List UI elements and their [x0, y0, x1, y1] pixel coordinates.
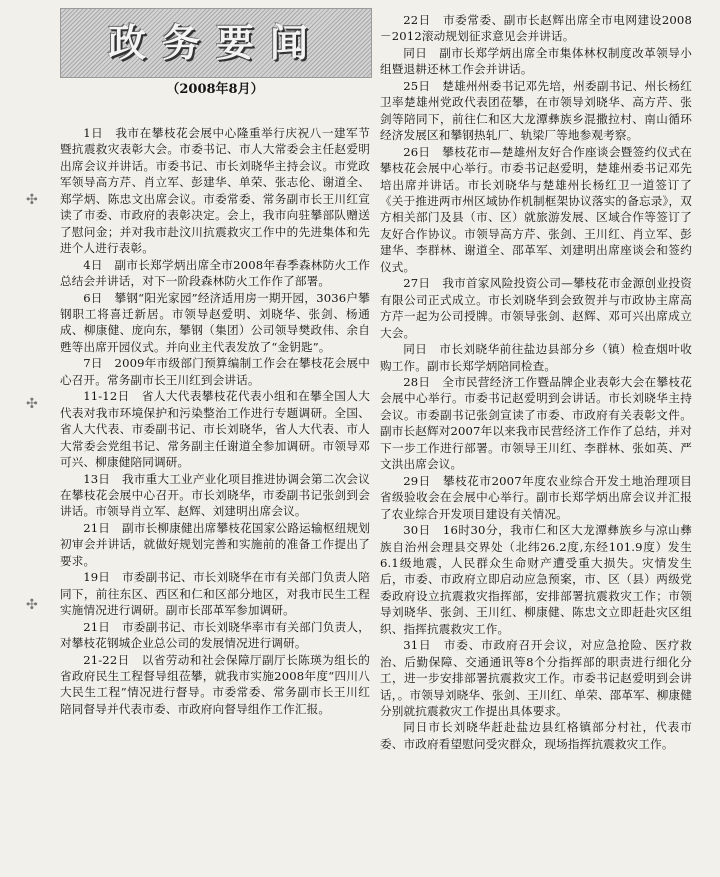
news-paragraph: 11-12日 省人大代表攀枝花代表小组和在攀全国人大代表对我市环境保护和污染整治工作进行专题调研。全国、省人大代表、市委副书记、市长刘晓华，省人大代表、市人大常委会党组书记、常务副主任谢道全参加调研。市领导邓可兴、柳康健陪同调研。	[60, 389, 370, 470]
news-paragraph: 21日 副市长柳康健出席攀枝花国家公路运输枢纽规划初审会并讲话，就做好规划完善和实施前的准备工作提出了要求。	[60, 520, 370, 568]
issue-date: （2008年8月）	[166, 82, 264, 97]
target-mark-icon: ✣	[26, 192, 38, 208]
right-column	[380, 12, 692, 752]
news-paragraph: 1日 我市在攀枝花会展中心隆重举行庆祝八一建军节暨抗震救灾表彰大会。市委书记、市人大常委会主任赵爱明出席会议并讲话。市委书记、市长刘晓华主持会议。市党政军领导高方芹、肖立军、彭建华、单荣、张志伦、谢道全、郑学炳、陈忠文出席会议。市委常委、常务副市长王川红宣读了市委、市政府的表彰决定。会上，我市向驻攀部队赠送了慰问金；并对我市赴汶川抗震救灾工作中的先进集体和先进个人进行表彰。	[60, 126, 370, 256]
news-paragraph: 22日 市委常委、副市长赵辉出席全市电网建设2008－2012滚动规划征求意见会并讲话。	[380, 13, 692, 44]
news-paragraph: 26日 攀枝花市—楚雄州友好合作座谈会暨签约仪式在攀枝花会展中心举行。市委书记赵爱明，楚雄州委书记邓先培出席并讲话。市长刘晓华与楚雄州长杨红卫一道签订了《关于推进两市州区域协作机制框架协议落实的备忘录》，双方相关部门及县（市、区）就旅游发展、区域合作等签订了友好合作协议。市领导高方芹、张剑、王川红、肖立军、彭建华、李群林、谢道全、邵革军、刘建明出席座谈会和签约仪式。	[380, 144, 692, 274]
news-paragraph: 21-22日 以省劳动和社会保障厅副厅长陈瑛为组长的省政府民生工程督导组莅攀，就我市实施2008年度“四川八大民生工程”情况进行督导。市委常委、常务副市长王川红陪同督导并代表市委、市政府向督导组作工作汇报。	[60, 652, 370, 716]
column-header	[60, 8, 372, 78]
news-paragraph: 同日市长刘晓华赶赴盐边县红格镇部分村社，代表市委、市政府看望慰问受灾群众，现场指挥抗震救灾工作。	[380, 720, 692, 751]
news-paragraph: 21日 市委副书记、市长刘晓华率市有关部门负责人，对攀枝花钢城企业总公司的发展情况进行调研。	[60, 619, 370, 651]
news-paragraph: 31日 市委、市政府召开会议，对应急抢险、医疗救治、后勤保障、交通通讯等8个分指挥部的职责进行细化分工，进一步安排部署抗震救灾工作。市委书记赵爱明到会讲话，。市领导刘晓华、张剑、王川红、单荣、邵革军、柳康健分别就抗震救灾工作提出具体要求。	[380, 638, 692, 719]
news-paragraph: 19日 市委副书记、市长刘晓华在市有关部门负责人陪同下，前往东区、西区和仁和区部分地区，对我市民生工程实施情况进行调研。副市长邵革军参加调研。	[60, 570, 370, 618]
news-paragraph: 同日 市长刘晓华前往盐边县部分乡（镇）检查烟叶收购工作。副市长郑学炳陪同检查。	[380, 342, 692, 373]
news-paragraph: 27日 我市首家风险投资公司—攀枝花市金源创业投资有限公司正式成立。市长刘晓华到会致贺并与市政协主席高方芹一起为公司授牌。市领导张剑、赵辉、邓可兴出席成立大会。	[380, 276, 692, 340]
page-title: 政务要闻	[107, 20, 324, 65]
news-paragraph: 29日 攀枝花市2007年度农业综合开发土地治理项目省级验收会在会展中心举行。副市长郑学炳出席会议并汇报了农业综合开发项目建设有关情况。	[380, 473, 692, 521]
news-paragraph: 25日 楚雄州州委书记邓先培，州委副书记、州长杨红卫率楚雄州党政代表团莅攀，在市领导刘晓华、高方芹、张剑等陪同下，前往仁和区大龙潭彝族乡混撒拉村、南山循环经济发展区和攀钢热轧厂、轨梁厂等地参观考察。	[380, 78, 692, 143]
target-mark-icon: ✣	[26, 396, 38, 412]
news-paragraph: 28日 全市民营经济工作暨品牌企业表彰大会在攀枝花会展中心举行。市委书记赵爱明到会讲话。市长刘晓华主持会议。市委副书记张剑宣读了市委、市政府有关表彰文件。副市长赵辉对2007年以来我市民营经济工作作了总结，并对下一步工作进行部署。市领导王川红、李群林、张如英、严文洪出席会议。	[380, 374, 692, 472]
left-column	[60, 125, 370, 717]
news-paragraph: 7日 2009年市级部门预算编制工作会在攀枝花会展中心召开。常务副市长王川红到会讲话。	[60, 356, 370, 387]
news-paragraph: 13日 我市重大工业产业化项目推进协调会第二次会议在攀枝花会展中心召开。市长刘晓华，市委副书记张剑到会讲话。市领导肖立军、赵辉、刘建明出席会议。	[60, 471, 370, 519]
news-paragraph: 30日 16时30分，我市仁和区大龙潭彝族乡与凉山彝族自治州会理县交界处（北纬26.2度,东经101.9度）发生6.1级地震，人民群众生命财产遭受重大损失。灾情发生后，市委、市政府立即启动应急预案，市、区（县）两级党委政府设立抗震救灾指挥部，安排部署抗震救灾工作；市领导刘晓华、张剑、王川红、柳康健、陈忠文立即赶赴灾区组织、指挥抗震救灾工作。	[380, 523, 692, 636]
news-paragraph: 同日 副市长郑学炳出席全市集体林权制度改革领导小组暨退耕还林工作会并讲话。	[380, 45, 692, 77]
news-paragraph: 4日 副市长郑学炳出席全市2008年春季森林防火工作总结会并讲话，对下一阶段森林防火工作作了部署。	[60, 257, 370, 289]
target-mark-icon: ✣	[26, 597, 38, 613]
news-paragraph: 6日 攀钢“阳光家园”经济适用房一期开园，3036户攀钢职工将喜迁新居。市领导赵爱明、刘晓华、张剑、杨通成、柳康健、庞向东，攀钢（集团）公司领导樊政伟、余自甦等出席开园仪式。并向业主代表发放了“金钥匙”。	[60, 290, 370, 354]
